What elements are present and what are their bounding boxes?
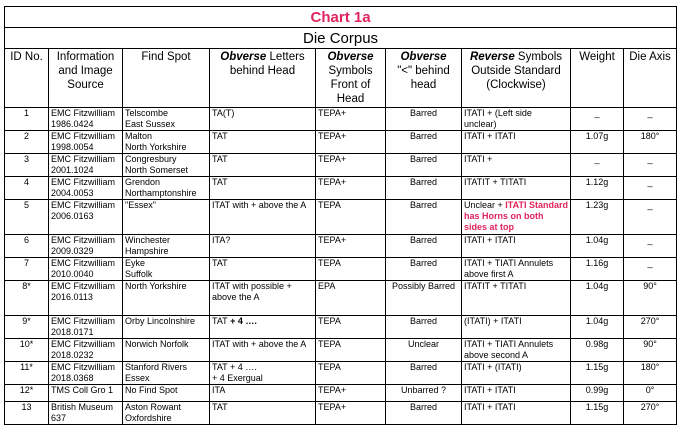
cell-obverse-lt: Barred — [386, 362, 462, 385]
cell-id: 4 — [5, 177, 49, 200]
table-row — [5, 258, 677, 281]
cell-reverse-symbols — [462, 108, 571, 131]
info-line: EMC Fitzwilliam — [51, 316, 115, 326]
table-row — [5, 339, 677, 362]
cell-obverse-letters: TAT — [210, 258, 316, 281]
header-reverse-symbols: Reverse Symbols Outside Standard (Clockwise) — [462, 49, 571, 108]
cell-reverse-symbols — [462, 339, 571, 362]
cell-die-axis: _ — [624, 258, 677, 281]
header-obverse-lt: Obverse "<" behind head — [386, 49, 462, 108]
info-line: 2004.0053 — [51, 188, 94, 198]
cell-weight: _ — [571, 154, 624, 177]
info-line: EMC Fitzwilliam — [51, 235, 115, 245]
cell-reverse-symbols — [462, 402, 571, 425]
cell-find-spot — [123, 154, 210, 177]
find-line: Winchester — [125, 235, 171, 245]
cell-obverse-letters — [210, 362, 316, 385]
find-line: Eyke — [125, 258, 146, 268]
rev-line: ITATI + ITATI — [464, 235, 516, 245]
cell-weight: 1.07g — [571, 131, 624, 154]
header-weight: Weight — [571, 49, 624, 108]
cell-obverse-letters: TAT — [210, 177, 316, 200]
cell-obverse-symbols: TEPA+ — [316, 235, 386, 258]
cell-obverse-lt: Barred — [386, 131, 462, 154]
cell-obverse-symbols: TEPA — [316, 258, 386, 281]
cell-find-spot — [123, 200, 210, 235]
table-row — [5, 200, 677, 235]
rev-line: unclear) — [464, 119, 497, 129]
cell-reverse-symbols — [462, 362, 571, 385]
rev-line: ITATI + ITATI — [464, 402, 516, 412]
find-line: Northamptonshire — [125, 188, 197, 198]
info-line: 1986.0424 — [51, 119, 94, 129]
cell-obverse-symbols: TEPA — [316, 339, 386, 362]
info-line: EMC Fitzwilliam — [51, 339, 115, 349]
rev-line: ITATIT + TITATI — [464, 177, 527, 187]
cell-obverse-symbols: TEPA — [316, 362, 386, 385]
table-title: Die Corpus — [5, 28, 677, 49]
letters-bold: + 4 …. — [227, 316, 257, 326]
info-line: 637 — [51, 413, 67, 423]
info-line: 2018.0171 — [51, 327, 94, 337]
cell-die-axis: 270° — [624, 402, 677, 425]
cell-die-axis: 180° — [624, 131, 677, 154]
cell-obverse-symbols: TEPA+ — [316, 131, 386, 154]
cell-obverse-symbols: TEPA+ — [316, 402, 386, 425]
cell-weight: 1.16g — [571, 258, 624, 281]
cell-find-spot — [123, 385, 210, 402]
cell-obverse-letters: ITAT with + above the A — [210, 339, 316, 362]
cell-id: 2 — [5, 131, 49, 154]
info-line: 2010.0040 — [51, 269, 94, 279]
cell-info — [49, 235, 123, 258]
cell-weight: 0.98g — [571, 339, 624, 362]
cell-obverse-symbols: TEPA+ — [316, 154, 386, 177]
info-line: 2016.0113 — [51, 292, 93, 302]
cell-id: 5 — [5, 200, 49, 235]
find-line: Aston Rowant — [125, 402, 182, 412]
find-line: Grendon — [125, 177, 161, 187]
info-line: EMC Fitzwilliam — [51, 131, 115, 141]
cell-reverse-symbols — [462, 258, 571, 281]
find-line: Essex — [125, 373, 150, 383]
cell-find-spot — [123, 362, 210, 385]
find-line: "Essex" — [125, 200, 156, 210]
cell-weight: 1.04g — [571, 235, 624, 258]
info-line: EMC Fitzwilliam — [51, 200, 115, 210]
cell-obverse-lt: Possibly Barred — [386, 281, 462, 316]
cell-die-axis: _ — [624, 154, 677, 177]
cell-find-spot — [123, 402, 210, 425]
cell-die-axis: _ — [624, 235, 677, 258]
cell-reverse-symbols — [462, 385, 571, 402]
cell-weight: 1.04g — [571, 316, 624, 339]
find-line: Norwich Norfolk — [125, 339, 189, 349]
info-line: EMC Fitzwilliam — [51, 177, 115, 187]
cell-weight: _ — [571, 108, 624, 131]
cell-die-axis: 180° — [624, 362, 677, 385]
cell-die-axis: _ — [624, 177, 677, 200]
find-line: No Find Spot — [125, 385, 178, 395]
header-id: ID No. — [5, 49, 49, 108]
cell-obverse-letters: TAT — [210, 154, 316, 177]
table-row — [5, 316, 677, 339]
cell-info — [49, 402, 123, 425]
find-line: Orby Lincolnshire — [125, 316, 196, 326]
cell-reverse-symbols — [462, 154, 571, 177]
cell-obverse-letters: TA(T) — [210, 108, 316, 131]
info-line: EMC Fitzwilliam — [51, 154, 115, 164]
table-row — [5, 362, 677, 385]
cell-find-spot — [123, 339, 210, 362]
cell-id: 6 — [5, 235, 49, 258]
cell-id: 10* — [5, 339, 49, 362]
rev-line: ITATI + ITATI — [464, 385, 516, 395]
info-line: 2006.0163 — [51, 211, 94, 221]
cell-obverse-lt: Unclear — [386, 339, 462, 362]
info-line: British Museum — [51, 402, 114, 412]
cell-weight: 1.12g — [571, 177, 624, 200]
cell-die-axis: 90° — [624, 339, 677, 362]
table-row — [5, 177, 677, 200]
find-line: North Yorkshire — [125, 142, 187, 152]
info-line: 1998.0054 — [51, 142, 94, 152]
cell-reverse-symbols — [462, 281, 571, 316]
letters-line: TAT + 4 …. — [212, 362, 257, 372]
cell-info — [49, 258, 123, 281]
cell-obverse-letters: ITAT with possible + above the A — [210, 281, 316, 316]
cell-weight: 1.04g — [571, 281, 624, 316]
info-line: TMS Coll Gro 1 — [51, 385, 114, 395]
cell-die-axis: 0° — [624, 385, 677, 402]
cell-obverse-lt: Barred — [386, 154, 462, 177]
info-line: EMC Fitzwilliam — [51, 258, 115, 268]
cell-obverse-lt: Barred — [386, 258, 462, 281]
rev-line: ITATI + ITATI — [464, 131, 516, 141]
cell-obverse-letters: TAT + 4 …. — [210, 316, 316, 339]
rev-line: above first A — [464, 269, 514, 279]
cell-weight: 0.99g — [571, 385, 624, 402]
find-line: Stanford Rivers — [125, 362, 188, 372]
info-line: 2018.0368 — [51, 373, 94, 383]
cell-obverse-lt: Barred — [386, 108, 462, 131]
cell-find-spot — [123, 108, 210, 131]
find-line: Congresbury — [125, 154, 177, 164]
cell-obverse-letters: ITA? — [210, 235, 316, 258]
cell-id: 11* — [5, 362, 49, 385]
table-row — [5, 154, 677, 177]
cell-obverse-symbols: TEPA — [316, 316, 386, 339]
rev-line: ITATI + TIATI Annulets — [464, 258, 554, 268]
find-line: Hampshire — [125, 246, 169, 256]
table-row — [5, 385, 677, 402]
document — [4, 6, 676, 425]
cell-info — [49, 177, 123, 200]
header-obverse-symbols: Obverse Symbols Front of Head — [316, 49, 386, 108]
cell-info — [49, 362, 123, 385]
cell-obverse-letters: ITAT with + above the A — [210, 200, 316, 235]
rev-line: ITATI + — [464, 154, 493, 164]
info-line: EMC Fitzwilliam — [51, 108, 115, 118]
rev-line: ITATI + TIATI Annulets — [464, 339, 554, 349]
cell-info — [49, 200, 123, 235]
cell-reverse-symbols — [462, 316, 571, 339]
cell-weight: 1.23g — [571, 200, 624, 235]
cell-find-spot — [123, 258, 210, 281]
cell-info — [49, 316, 123, 339]
find-line: Suffolk — [125, 269, 153, 279]
find-line: East Sussex — [125, 119, 176, 129]
cell-obverse-lt: Unbarred ? — [386, 385, 462, 402]
cell-weight: 1.15g — [571, 402, 624, 425]
table-row — [5, 131, 677, 154]
cell-obverse-lt: Barred — [386, 235, 462, 258]
rev-line: (ITATI) + ITATI — [464, 316, 522, 326]
rev-line: above second A — [464, 350, 529, 360]
cell-weight: 1.15g — [571, 362, 624, 385]
cell-id: 7 — [5, 258, 49, 281]
header-obverse-letters: Obverse Letters behind Head — [210, 49, 316, 108]
info-line: 2018.0232 — [51, 350, 94, 360]
cell-reverse-symbols — [462, 235, 571, 258]
find-line: Telscombe — [125, 108, 169, 118]
cell-id: 3 — [5, 154, 49, 177]
cell-id: 8* — [5, 281, 49, 316]
find-line: Oxfordshire — [125, 413, 172, 423]
table-row — [5, 281, 677, 316]
cell-obverse-lt: Barred — [386, 402, 462, 425]
cell-reverse-symbols: Unclear + ITATI Standard has Horns on both sides at top — [462, 200, 571, 235]
cell-id: 9* — [5, 316, 49, 339]
cell-info — [49, 339, 123, 362]
cell-info — [49, 281, 123, 316]
cell-id: 12* — [5, 385, 49, 402]
cell-die-axis: _ — [624, 200, 677, 235]
cell-find-spot — [123, 235, 210, 258]
info-line: EMC Fitzwilliam — [51, 362, 115, 372]
die-corpus-table — [4, 6, 677, 425]
cell-die-axis: 270° — [624, 316, 677, 339]
cell-id: 13 — [5, 402, 49, 425]
table-row — [5, 402, 677, 425]
find-line: Malton — [125, 131, 153, 141]
cell-info — [49, 131, 123, 154]
header-find-spot: Find Spot — [123, 49, 210, 108]
cell-obverse-symbols: TEPA+ — [316, 385, 386, 402]
reverse-note-highlight: ITATI Standard has Horns on both sides at top — [464, 200, 568, 232]
rev-line: ITATI + (ITATI) — [464, 362, 522, 372]
header-info: Information and Image Source — [49, 49, 123, 108]
cell-info — [49, 385, 123, 402]
rev-line: ITATIT + TITATI — [464, 281, 527, 291]
cell-find-spot — [123, 281, 210, 316]
cell-obverse-symbols: TEPA+ — [316, 177, 386, 200]
letters-line: + 4 Exergual — [212, 373, 263, 383]
cell-obverse-letters: TAT — [210, 402, 316, 425]
cell-reverse-symbols — [462, 131, 571, 154]
cell-find-spot — [123, 177, 210, 200]
cell-find-spot — [123, 316, 210, 339]
cell-obverse-lt: Barred — [386, 177, 462, 200]
cell-die-axis: 90° — [624, 281, 677, 316]
cell-obverse-letters: TAT — [210, 131, 316, 154]
cell-obverse-symbols: TEPA — [316, 200, 386, 235]
cell-obverse-letters: ITA — [210, 385, 316, 402]
table-row — [5, 108, 677, 131]
cell-info — [49, 108, 123, 131]
cell-obverse-lt: Barred — [386, 200, 462, 235]
cell-find-spot — [123, 131, 210, 154]
info-line: EMC Fitzwilliam — [51, 281, 115, 291]
find-line: North Yorkshire — [125, 281, 187, 291]
info-line: 2009.0329 — [51, 246, 94, 256]
cell-info — [49, 154, 123, 177]
chart-title: Chart 1a — [5, 7, 677, 28]
cell-die-axis: _ — [624, 108, 677, 131]
info-line: 2001.1024 — [51, 165, 94, 175]
cell-obverse-symbols: TEPA+ — [316, 108, 386, 131]
find-line: North Somerset — [125, 165, 189, 175]
cell-reverse-symbols — [462, 177, 571, 200]
rev-line: ITATI + (Left side — [464, 108, 532, 118]
table-row — [5, 235, 677, 258]
header-die-axis: Die Axis — [624, 49, 677, 108]
cell-obverse-symbols: EPA — [316, 281, 386, 316]
cell-id: 1 — [5, 108, 49, 131]
cell-obverse-lt: Barred — [386, 316, 462, 339]
